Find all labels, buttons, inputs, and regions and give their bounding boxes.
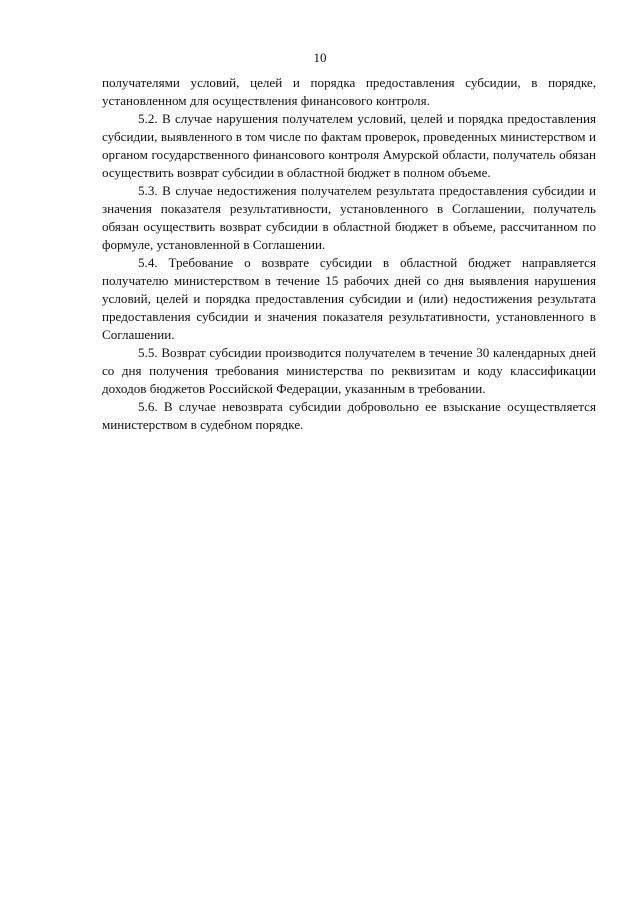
- paragraph-5-6: 5.6. В случае невозврата субсидии добровольно ее взыскание осуществляется министерством в судебном порядке.: [102, 399, 596, 432]
- paragraph-continuation: получателями условий, целей и порядка предоставления субсидии, в порядке, установленном для осуществления финансового контроля.: [102, 75, 596, 108]
- paragraph-5-3: 5.3. В случае недостижения получателем результата предоставления субсидии и значения показателя результативности, установленного в Соглашении, получатель обязан осуществить возврат субсидии в областной бюджет в объеме, рассчитанном по формуле, установленной в Соглашении.: [102, 183, 596, 252]
- page-number: 10: [313, 50, 327, 65]
- paragraph-5-2: 5.2. В случае нарушения получателем условий, целей и порядка предоставления субсидии, выявленного в том числе по фактам проверок, проведенных министерством и органом государственного финансового контроля Амурской области, получатель обязан осуществить возврат субсидии в областной бюджет в полном объеме.: [102, 111, 596, 180]
- paragraph-5-4: 5.4. Требование о возврате субсидии в областной бюджет направляется получателю министерством в течение 15 рабочих дней со дня выявления нарушения условий, целей и порядка предоставления субсидии и (или) недостижения результата предоставления субсидии и значения показателя результативности, установленного в Соглашении.: [102, 255, 596, 342]
- paragraph-5-5: 5.5. Возврат субсидии производится получателем в течение 30 календарных дней со дня получения требования министерства по реквизитам и коду классификации доходов бюджетов Российской Федерации, указанным в требовании.: [102, 345, 596, 396]
- document-body: [102, 74, 596, 434]
